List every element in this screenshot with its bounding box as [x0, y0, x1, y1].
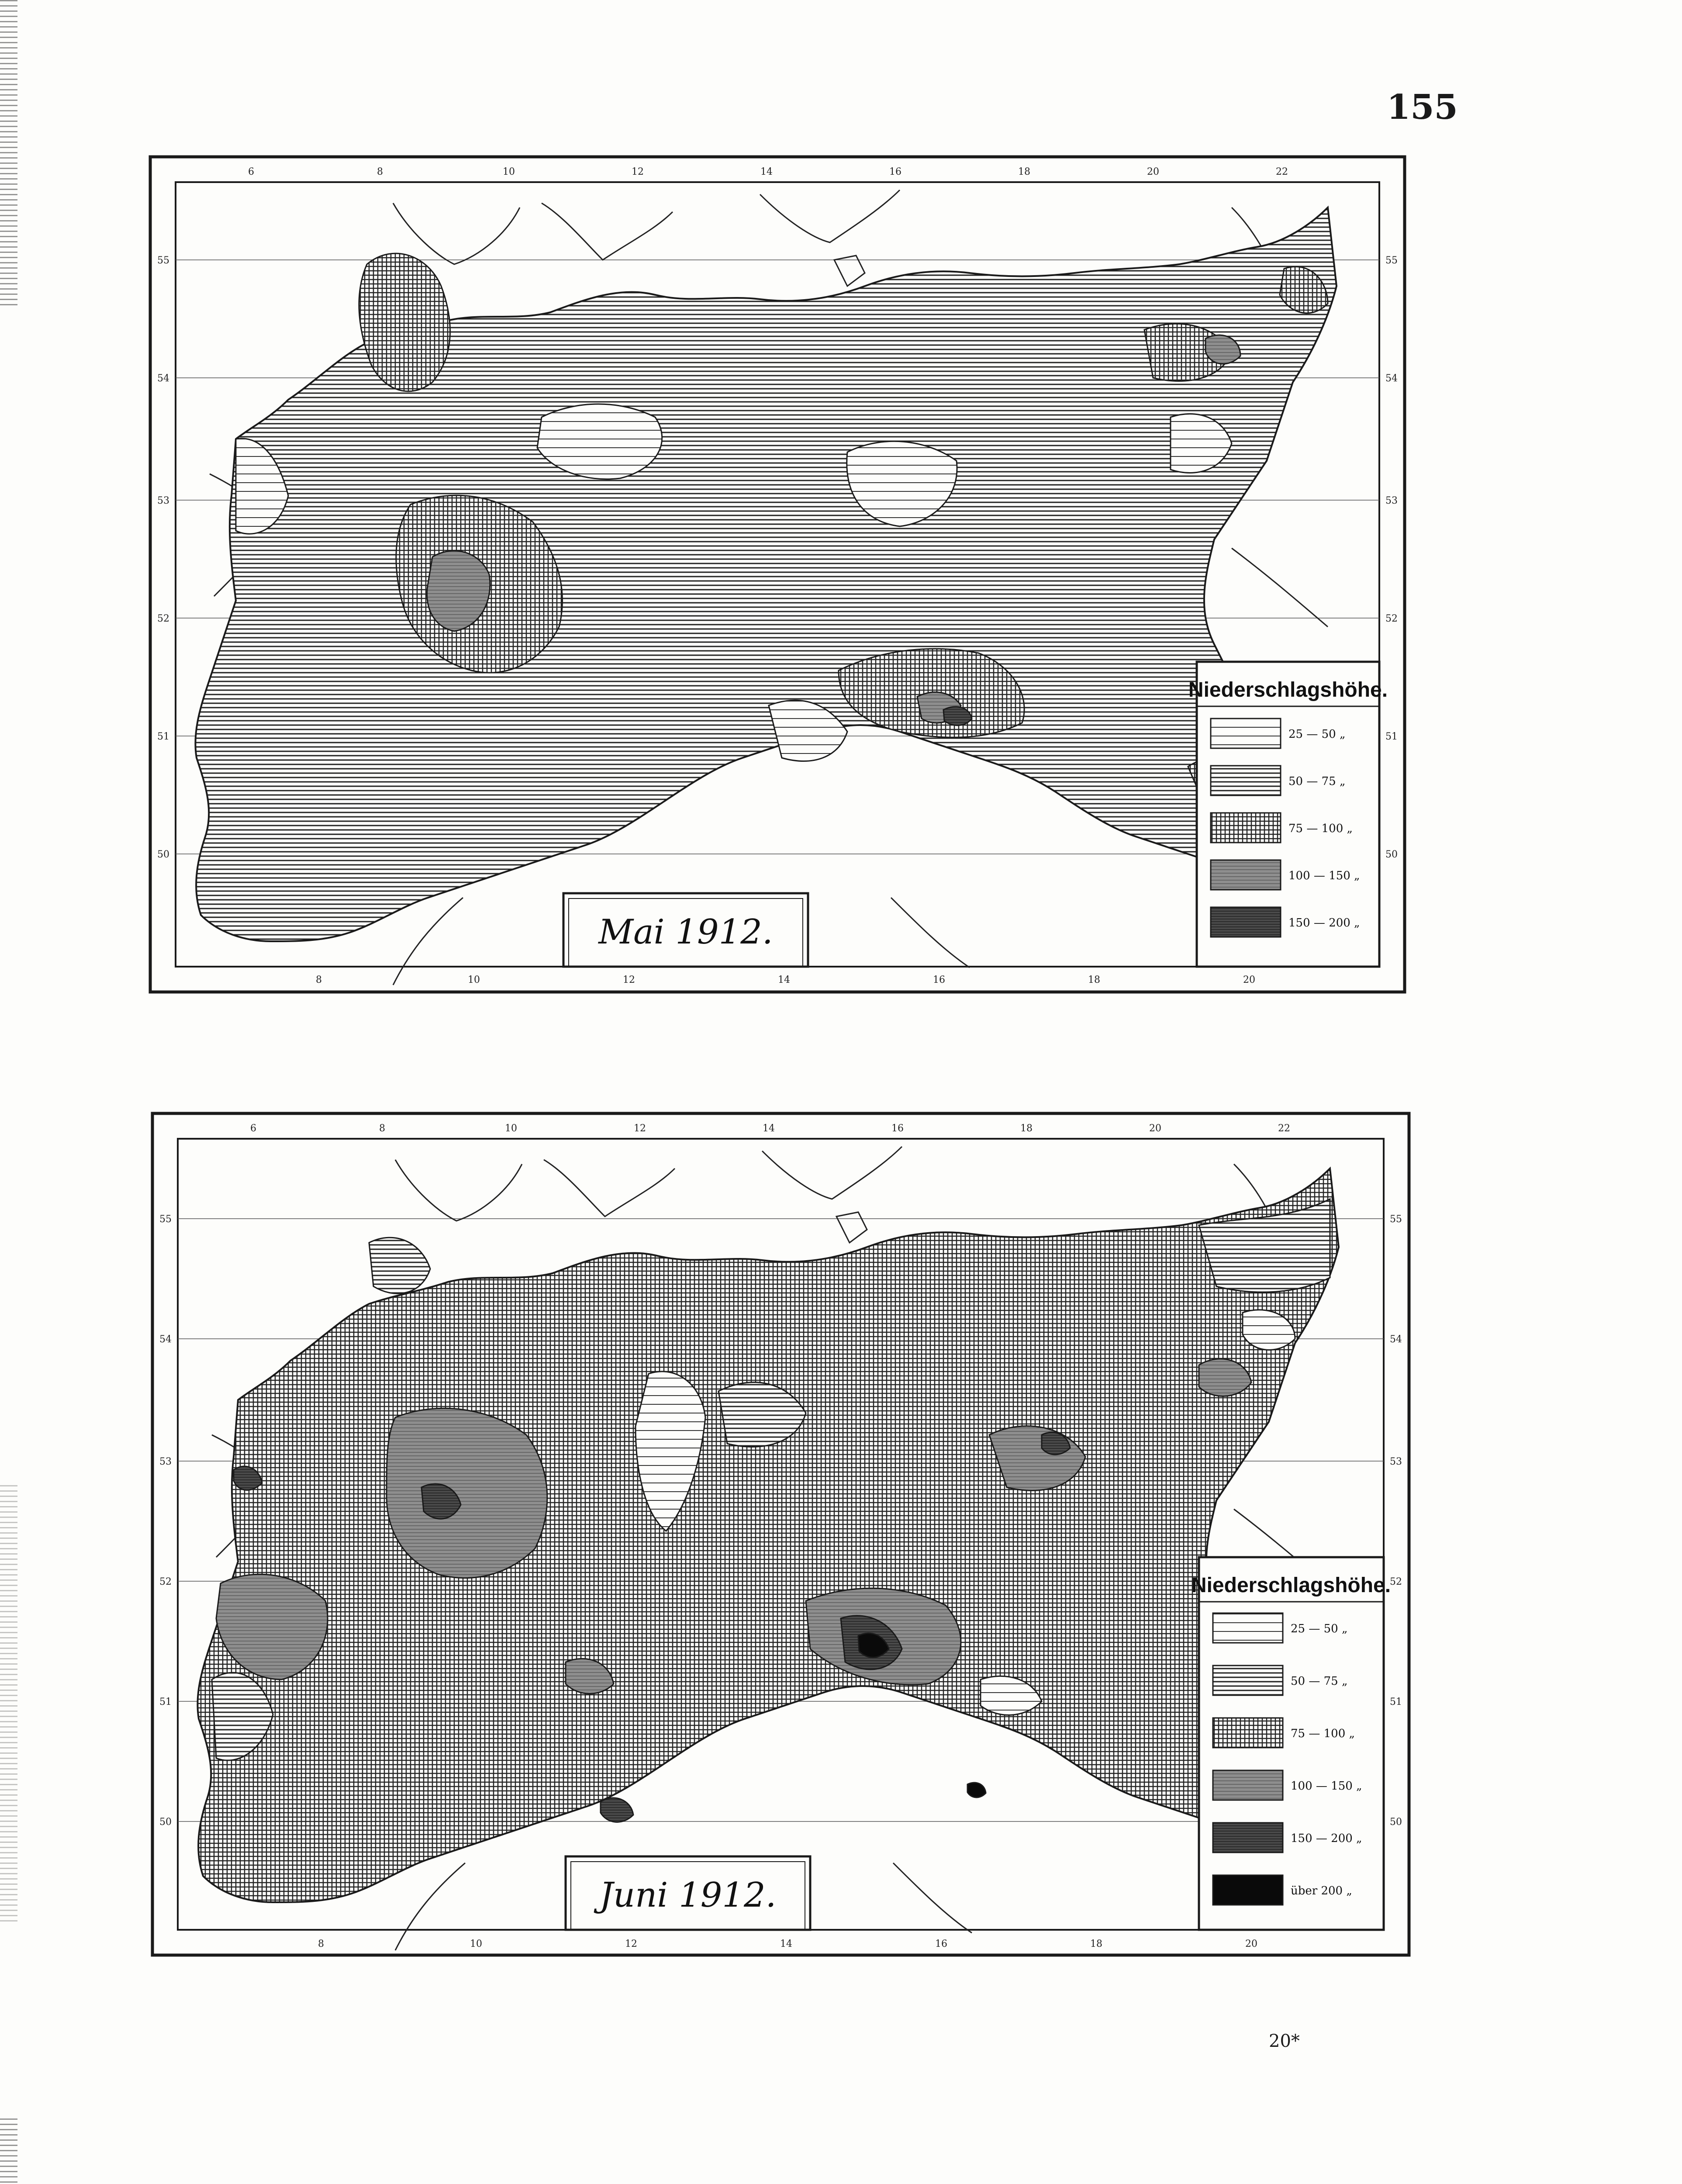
legend-swatch	[1213, 1823, 1283, 1852]
legend-label: 75 — 100 „	[1288, 822, 1353, 835]
legend-box	[1192, 1557, 1391, 1930]
lat-tick: 52	[159, 1576, 172, 1587]
legend-swatch	[1213, 1666, 1283, 1695]
lon-tick: 8	[379, 1123, 385, 1134]
map-june-svg	[151, 1112, 1411, 1957]
map-title-box	[563, 893, 808, 967]
lat-tick: 55	[1385, 255, 1398, 266]
legend-label: 50 — 75 „	[1288, 775, 1346, 788]
lat-tick: 50	[1385, 849, 1398, 860]
lat-tick: 52	[1390, 1576, 1402, 1587]
legend-swatch	[1213, 1875, 1283, 1905]
legend-swatch	[1211, 860, 1281, 890]
lat-tick: 51	[1385, 731, 1398, 742]
lon-tick: 12	[632, 166, 644, 177]
lat-tick: 54	[157, 373, 169, 384]
legend-swatch	[1213, 1770, 1283, 1800]
lon-tick: 20	[1243, 975, 1255, 985]
lon-tick: 14	[760, 166, 773, 177]
lon-tick: 16	[891, 1123, 904, 1134]
legend-label: 25 — 50 „	[1291, 1622, 1348, 1635]
lat-tick: 51	[157, 731, 169, 742]
lon-tick: 16	[889, 166, 901, 177]
lat-tick: 54	[1390, 1334, 1402, 1345]
sheet-signature: 20*	[1269, 2031, 1300, 2051]
legend-label: 25 — 50 „	[1288, 728, 1346, 741]
lat-tick: 50	[159, 1817, 172, 1828]
lon-tick: 16	[935, 1939, 947, 1949]
lon-tick: 12	[623, 975, 635, 985]
legend-label: über 200 „	[1291, 1884, 1352, 1897]
legend-label: 100 — 150 „	[1288, 869, 1360, 882]
scan-edge-marks	[0, 0, 17, 306]
map-title-box	[566, 1856, 810, 1930]
map-panel-june	[151, 1112, 1411, 1957]
legend-swatch	[1211, 719, 1281, 748]
map-title: Juni 1912.	[599, 1876, 777, 1915]
lon-tick: 10	[470, 1939, 482, 1949]
legend-label: 100 — 150 „	[1291, 1780, 1362, 1793]
legend-label: 150 — 200 „	[1288, 916, 1360, 930]
lat-tick: 53	[1385, 495, 1398, 506]
map-title: Mai 1912.	[598, 912, 773, 952]
legend-swatch	[1211, 813, 1281, 843]
page-number: 155	[1387, 87, 1458, 127]
lat-tick: 53	[1390, 1456, 1402, 1467]
lon-tick: 16	[933, 975, 945, 985]
lon-tick: 18	[1020, 1123, 1033, 1134]
legend-box	[1188, 662, 1388, 967]
lat-tick: 51	[159, 1697, 172, 1707]
lat-tick: 50	[1390, 1817, 1402, 1828]
lat-tick: 51	[1390, 1697, 1402, 1707]
lon-tick: 14	[780, 1939, 792, 1949]
legend-label: 75 — 100 „	[1291, 1727, 1355, 1740]
lat-tick: 54	[1385, 373, 1398, 384]
legend-swatch	[1211, 907, 1281, 937]
legend-title: Niederschlagshöhe.	[1191, 1574, 1391, 1597]
lon-tick: 10	[505, 1123, 517, 1134]
lon-tick: 12	[634, 1123, 646, 1134]
lat-tick: 55	[157, 255, 169, 266]
lon-tick: 8	[377, 166, 383, 177]
lon-tick: 18	[1018, 166, 1030, 177]
lon-tick: 22	[1278, 1123, 1290, 1134]
lat-tick: 55	[159, 1214, 172, 1225]
lat-tick: 52	[1385, 613, 1398, 624]
lon-tick: 20	[1149, 1123, 1161, 1134]
lat-tick: 52	[157, 613, 169, 624]
legend-label: 50 — 75 „	[1291, 1675, 1348, 1688]
lat-tick: 54	[159, 1334, 172, 1345]
map-panel-may	[149, 155, 1406, 994]
scan-edge-marks	[0, 2118, 17, 2184]
lon-tick: 12	[625, 1939, 637, 1949]
legend-swatch	[1213, 1613, 1283, 1643]
lon-tick: 14	[763, 1123, 775, 1134]
lon-tick: 22	[1276, 166, 1288, 177]
lon-tick: 18	[1088, 975, 1100, 985]
lon-tick: 20	[1245, 1939, 1257, 1949]
lat-tick: 53	[159, 1456, 172, 1467]
lon-tick: 14	[778, 975, 790, 985]
lat-tick: 50	[157, 849, 169, 860]
lon-tick: 10	[503, 166, 515, 177]
legend-title: Niederschlagshöhe.	[1188, 678, 1388, 702]
lat-tick: 53	[157, 495, 169, 506]
lon-tick: 20	[1147, 166, 1159, 177]
lon-tick: 6	[250, 1123, 256, 1134]
scan-edge-marks	[0, 1485, 17, 1922]
legend-swatch	[1211, 766, 1281, 795]
legend-label: 150 — 200 „	[1291, 1832, 1362, 1845]
legend-swatch	[1213, 1718, 1283, 1748]
lon-tick: 10	[468, 975, 480, 985]
lon-tick: 8	[318, 1939, 324, 1949]
lon-tick: 18	[1090, 1939, 1102, 1949]
lon-tick: 8	[316, 975, 322, 985]
map-may-svg	[149, 155, 1406, 994]
lat-tick: 55	[1390, 1214, 1402, 1225]
lon-tick: 6	[248, 166, 254, 177]
